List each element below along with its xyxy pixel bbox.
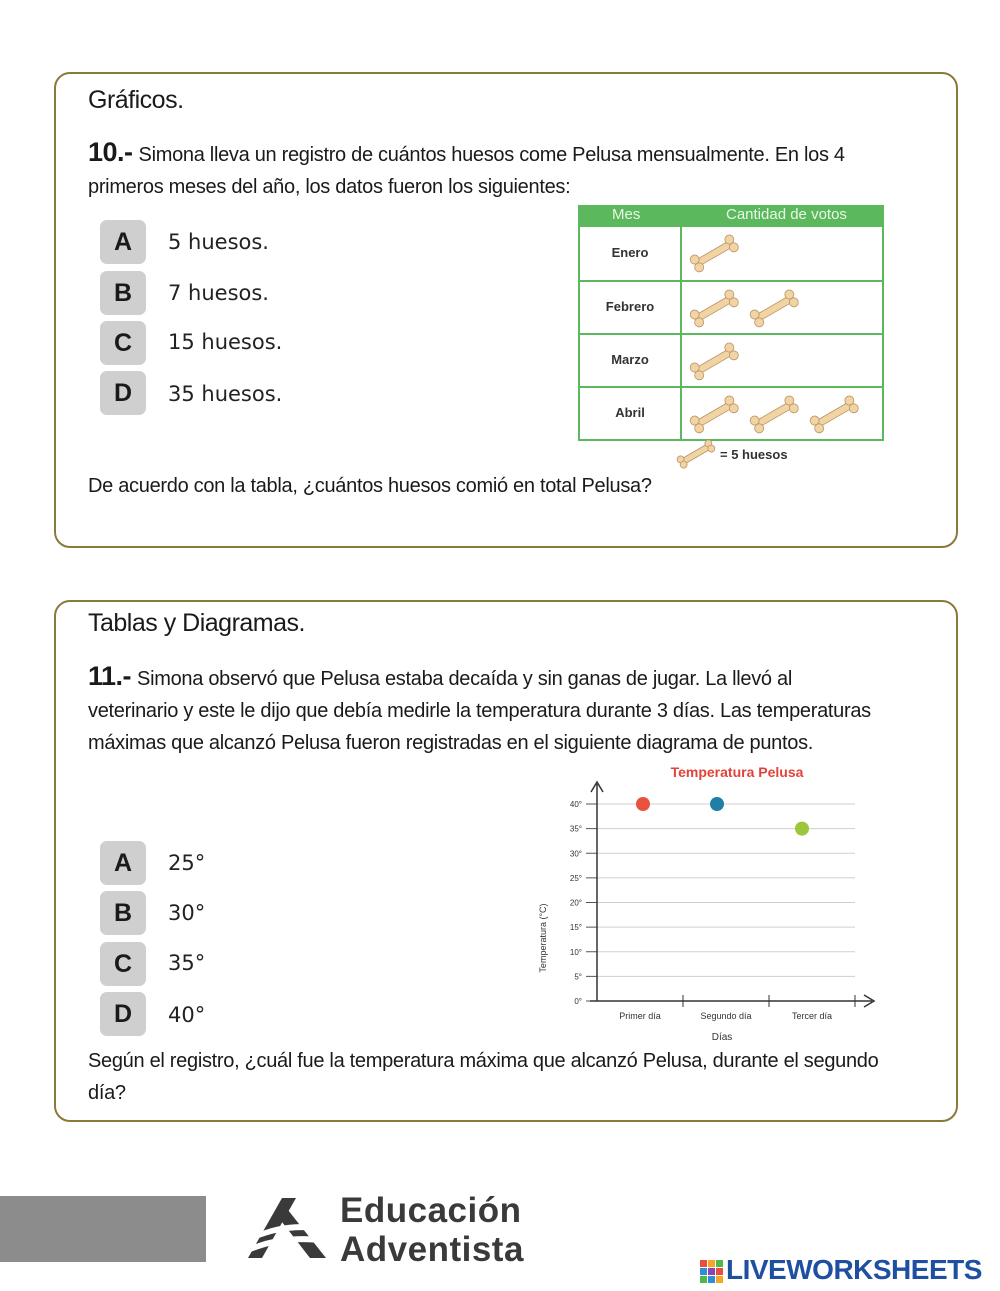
header-month: Mes: [612, 206, 641, 223]
brand-line-2: Adventista: [340, 1230, 524, 1269]
month-label: Marzo: [611, 352, 649, 367]
table-row: [580, 280, 882, 332]
footer-bar: [0, 1196, 206, 1262]
liveworksheets-logo-icon: [700, 1260, 724, 1284]
section-title-graficos: Gráficos.: [88, 86, 184, 114]
option-b-text[interactable]: 30°: [168, 901, 206, 925]
y-tick-label: 30°: [569, 849, 582, 859]
option-c-text[interactable]: 15 huesos.: [168, 330, 283, 354]
y-tick-label: 25°: [569, 873, 582, 883]
question-10-prompt: De acuerdo con la tabla, ¿cuántos huesos comió en total Pelusa?: [88, 475, 652, 497]
x-tick-label: Tercer día: [791, 1011, 833, 1021]
data-point: [710, 797, 724, 811]
data-point: [795, 822, 809, 836]
bone-icon: [684, 339, 744, 383]
liveworksheets-watermark: LIVEWORKSHEETS: [726, 1254, 982, 1285]
question-11-text: [88, 660, 878, 759]
month-label: Febrero: [605, 299, 655, 314]
option-b-badge[interactable]: B: [100, 271, 146, 315]
table-row: [580, 386, 882, 438]
question-11-prompt: Según el registro, ¿cuál fue la temperatura máxima que alcanzó Pelusa, durante el segundo día?: [88, 1050, 879, 1104]
option-b-text[interactable]: 7 huesos.: [168, 281, 269, 305]
y-axis-label: Temperatura (°C): [538, 903, 548, 973]
option-a-badge[interactable]: A: [100, 841, 146, 885]
question-10-text: [88, 136, 918, 203]
x-tick-label: Segundo día: [700, 1011, 752, 1021]
table-body: [578, 225, 884, 441]
adventist-logo-icon: [244, 1196, 330, 1262]
y-tick-label: 5°: [574, 972, 582, 982]
option-a-text[interactable]: 5 huesos.: [168, 230, 269, 254]
y-tick-label: 0°: [574, 997, 582, 1006]
y-tick-label: 35°: [569, 824, 582, 834]
bone-icon: [744, 392, 804, 436]
table-header: [578, 205, 884, 225]
bone-legend-icon: [674, 439, 718, 469]
x-axis-label: Días: [711, 1032, 733, 1043]
bone-icon: [684, 392, 744, 436]
y-tick-label: 15°: [569, 923, 582, 933]
table-row: [580, 227, 882, 279]
temperature-dot-plot: [530, 760, 890, 1045]
x-tick-label: Primer día: [619, 1011, 661, 1021]
y-tick-label: 40°: [569, 800, 582, 809]
legend-text: = 5 huesos: [720, 447, 788, 462]
bone-icon: [684, 286, 744, 330]
month-label: Enero: [611, 245, 649, 260]
section-title-tablas: Tablas y Diagramas.: [88, 609, 305, 637]
question-body: Simona lleva un registro de cuántos huesos come Pelusa mensualmente. En los 4 primeros meses del año, los datos fueron los siguientes:: [88, 144, 845, 198]
chart-title: Temperatura Pelusa: [670, 764, 804, 780]
brand-line-1: Educación: [340, 1191, 522, 1230]
option-d-badge[interactable]: D: [100, 371, 146, 415]
question-body: Simona observó que Pelusa estaba decaída y sin ganas de jugar. La llevó al veterinario y este le dijo que debía medirle la temperatura durante 3 días. Las temperaturas máximas que alcanzó Pelusa fueron registradas en el siguiente diagrama de puntos.: [88, 668, 871, 754]
header-votes: Cantidad de votos: [726, 206, 847, 223]
option-c-badge[interactable]: C: [100, 321, 146, 365]
pictograph-table: [578, 205, 886, 469]
option-d-text[interactable]: 40°: [168, 1003, 206, 1027]
table-row: [580, 333, 882, 385]
bone-icon: [744, 286, 804, 330]
y-tick-label: 10°: [569, 947, 582, 957]
bone-icon: [684, 231, 744, 275]
question-number: 11.-: [88, 661, 132, 691]
option-b-badge[interactable]: B: [100, 891, 146, 935]
data-point: [636, 797, 650, 811]
option-c-text[interactable]: 35°: [168, 951, 206, 975]
option-a-badge[interactable]: A: [100, 220, 146, 264]
bone-icon: [804, 392, 864, 436]
option-c-badge[interactable]: C: [100, 942, 146, 986]
question-number: 10.-: [88, 137, 133, 167]
y-tick-label: 20°: [569, 898, 582, 908]
month-label: Abril: [615, 405, 645, 420]
option-d-badge[interactable]: D: [100, 992, 146, 1036]
option-a-text[interactable]: 25°: [168, 851, 206, 875]
option-d-text[interactable]: 35 huesos.: [168, 382, 283, 406]
